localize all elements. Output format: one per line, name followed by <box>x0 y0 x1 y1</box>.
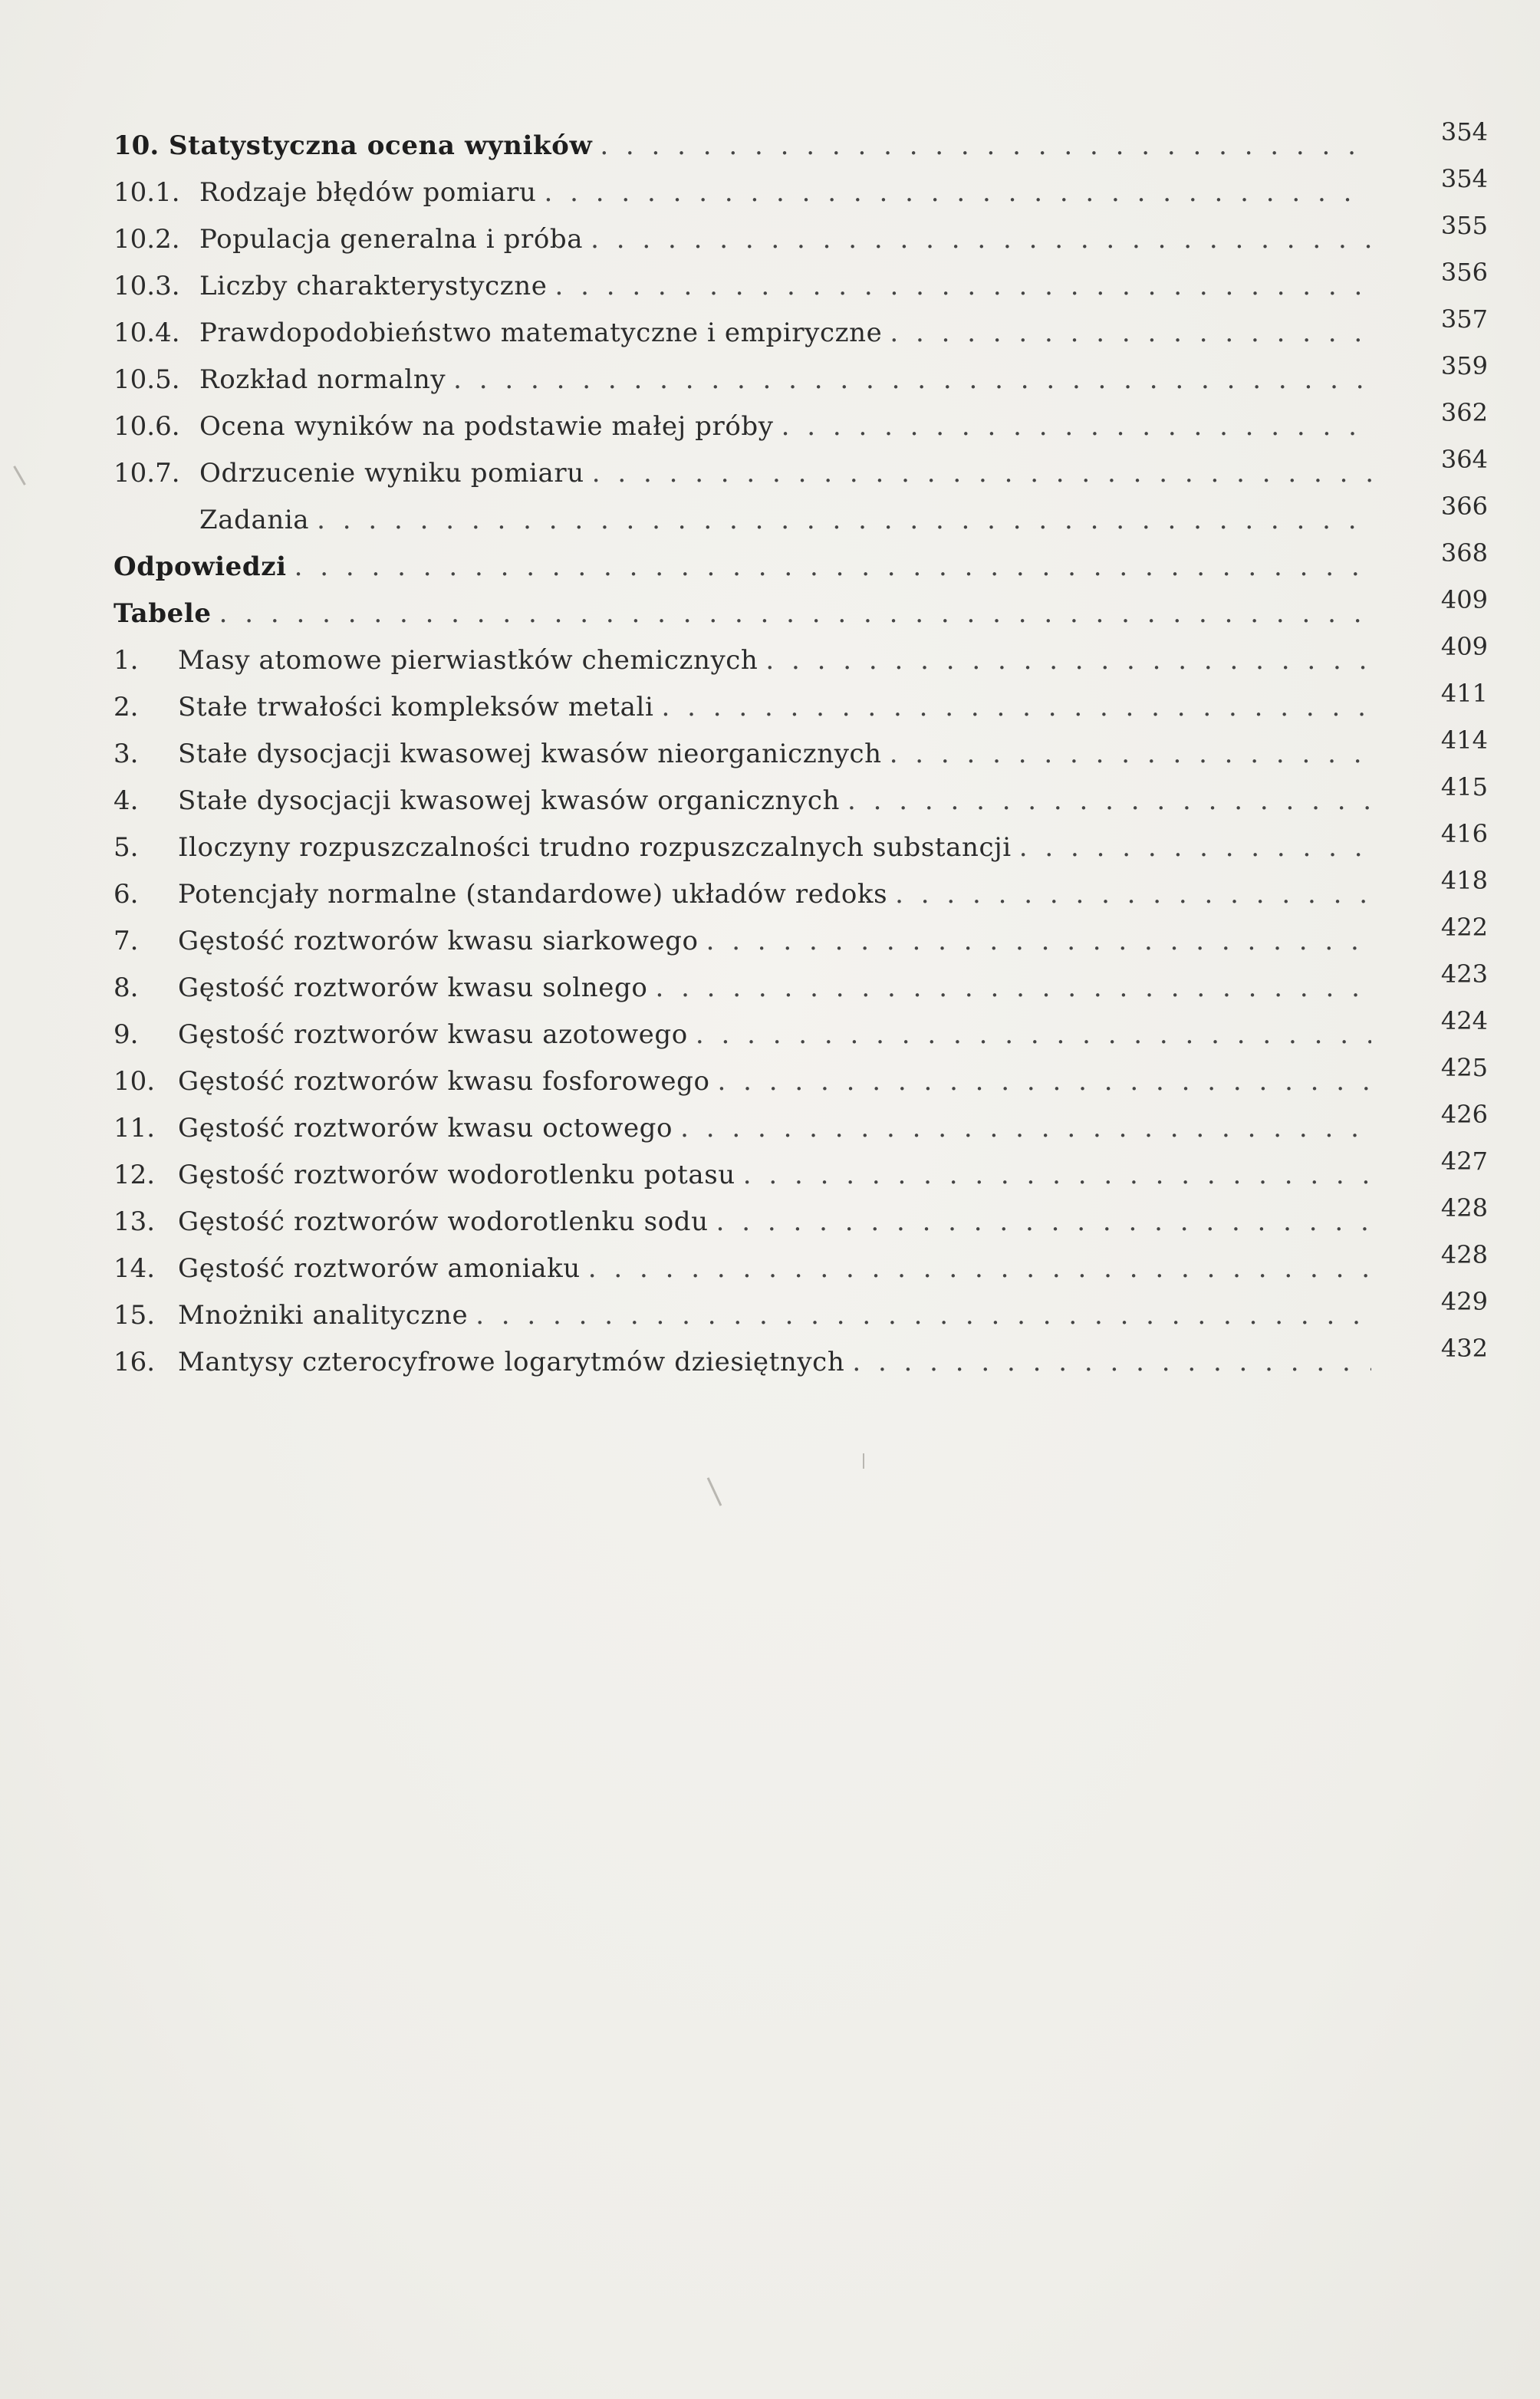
dot-leader <box>212 591 1371 637</box>
entry-page-number: 428 <box>1440 1240 1488 1269</box>
entry-title: Odpowiedzi <box>114 551 287 582</box>
toc-entry-table[interactable] <box>114 772 1488 824</box>
dot-leader <box>840 778 1371 824</box>
toc-entry-table[interactable] <box>114 726 1488 778</box>
paper-speck <box>13 466 26 485</box>
entry-page-number: 409 <box>1440 585 1488 614</box>
toc-entry-odpowiedzi[interactable] <box>114 538 1488 591</box>
dot-leader <box>583 216 1371 263</box>
toc-entry-table[interactable] <box>114 1053 1488 1105</box>
entry-number: 6. <box>114 879 139 910</box>
entry-number: 1. <box>114 645 139 676</box>
entry-number: 10. <box>114 1066 156 1097</box>
toc-entry-section[interactable] <box>114 258 1488 310</box>
entry-page-number: 418 <box>1440 866 1488 895</box>
entry-number: 10.2. <box>114 224 180 255</box>
entry-number: 16. <box>114 1347 156 1377</box>
entry-title: Mantysy czterocyfrowe logarytmów dziesiętnych <box>178 1347 845 1377</box>
dot-leader <box>287 544 1371 591</box>
entry-number: 10.3. <box>114 271 180 301</box>
entry-title: Zadania <box>199 505 310 535</box>
entry-number: 14. <box>114 1253 156 1284</box>
entry-title: Gęstość roztworów wodorotlenku potasu <box>178 1160 735 1190</box>
entry-title: Iloczyny rozpuszczalności trudno rozpuszczalnych substancji <box>178 832 1012 863</box>
dot-leader <box>774 403 1371 450</box>
toc-entry-section[interactable] <box>114 304 1488 357</box>
entry-number: 9. <box>114 1019 139 1050</box>
entry-title: Masy atomowe pierwiastków chemicznych <box>178 645 758 676</box>
entry-number: 13. <box>114 1206 156 1237</box>
toc-entry-table[interactable] <box>114 1287 1488 1339</box>
dot-leader <box>673 1105 1371 1152</box>
entry-title: Gęstość roztworów wodorotlenku sodu <box>178 1206 709 1237</box>
entry-page-number: 359 <box>1440 351 1488 380</box>
entry-page-number: 429 <box>1440 1287 1488 1316</box>
toc-entry-chapter-10[interactable] <box>114 117 1488 169</box>
entry-title: Odrzucenie wyniku pomiaru <box>199 458 584 489</box>
entry-page-number: 354 <box>1440 117 1488 146</box>
toc-entry-section[interactable] <box>114 445 1488 497</box>
entry-number: 15. <box>114 1300 156 1331</box>
entry-page-number: 364 <box>1440 445 1488 474</box>
dot-leader <box>735 1152 1371 1199</box>
entry-page-number: 422 <box>1440 913 1488 942</box>
entry-title: Gęstość roztworów kwasu octowego <box>178 1113 673 1144</box>
entry-number: 2. <box>114 692 139 722</box>
entry-title: Stałe dysocjacji kwasowej kwasów organicznych <box>178 785 840 816</box>
toc-entry-section[interactable] <box>114 398 1488 450</box>
entry-page-number: 425 <box>1440 1053 1488 1082</box>
entry-number: 10.7. <box>114 458 180 489</box>
entry-page-number: 411 <box>1440 679 1488 708</box>
dot-leader <box>581 1246 1371 1292</box>
paper-speck <box>863 1453 864 1469</box>
entry-number: 4. <box>114 785 139 816</box>
entry-page-number: 368 <box>1440 538 1488 568</box>
entry-number: 10.5. <box>114 364 180 395</box>
toc-entry-table[interactable] <box>114 1240 1488 1292</box>
entry-title: Prawdopodobieństwo matematyczne i empiryczne <box>199 318 883 348</box>
entry-page-number: 428 <box>1440 1193 1488 1223</box>
toc-entry-table[interactable] <box>114 632 1488 684</box>
entry-number: 10. <box>114 130 160 161</box>
dot-leader <box>710 1058 1371 1105</box>
entry-number: 11. <box>114 1113 156 1144</box>
entry-title: Rozkład normalny <box>199 364 446 395</box>
entry-title: Ocena wyników na podstawie małej próby <box>199 411 774 442</box>
entry-page-number: 362 <box>1440 398 1488 427</box>
paper-speck <box>707 1477 722 1506</box>
entry-page-number: 355 <box>1440 211 1488 240</box>
toc-entry-tabele[interactable] <box>114 585 1488 637</box>
entry-number: 5. <box>114 832 139 863</box>
toc-entry-table[interactable] <box>114 1147 1488 1199</box>
entry-title: Gęstość roztworów kwasu siarkowego <box>178 926 699 956</box>
toc-entry-table[interactable] <box>114 913 1488 965</box>
entry-number: 8. <box>114 972 139 1003</box>
dot-leader <box>537 169 1371 216</box>
entry-title: Liczby charakterystyczne <box>199 271 548 301</box>
entry-title: Gęstość roztworów kwasu solnego <box>178 972 648 1003</box>
dot-leader <box>1012 824 1371 871</box>
entry-number: 10.1. <box>114 177 180 208</box>
entry-page-number: 366 <box>1440 492 1488 521</box>
entry-number: 3. <box>114 739 139 769</box>
dot-leader <box>647 965 1371 1012</box>
dot-leader <box>592 123 1371 169</box>
toc-entry-table[interactable] <box>114 679 1488 731</box>
entry-page-number: 415 <box>1440 772 1488 801</box>
entry-page-number: 427 <box>1440 1147 1488 1176</box>
entry-page-number: 423 <box>1440 959 1488 989</box>
toc-entry-section[interactable] <box>114 351 1488 403</box>
entry-page-number: 356 <box>1440 258 1488 287</box>
entry-title: Stałe dysocjacji kwasowej kwasów nieorganicznych <box>178 739 882 769</box>
entry-page-number: 432 <box>1440 1334 1488 1363</box>
dot-leader <box>882 310 1371 357</box>
toc-entry-table[interactable] <box>114 1100 1488 1152</box>
entry-page-number: 354 <box>1440 164 1488 193</box>
toc-entry-zadania[interactable] <box>114 492 1488 544</box>
toc-entry-section[interactable] <box>114 164 1488 216</box>
entry-title: Gęstość roztworów kwasu fosforowego <box>178 1066 710 1097</box>
dot-leader <box>653 684 1371 731</box>
dot-leader <box>709 1199 1371 1246</box>
table-of-contents <box>114 117 1488 1386</box>
entry-page-number: 424 <box>1440 1006 1488 1035</box>
toc-entry-table[interactable] <box>114 1193 1488 1246</box>
entry-number: 10.6. <box>114 411 180 442</box>
entry-title: Rodzaje błędów pomiaru <box>199 177 537 208</box>
dot-leader <box>699 918 1371 965</box>
dot-leader <box>688 1012 1371 1058</box>
entry-title: Statystyczna ocena wyników <box>169 130 593 161</box>
entry-page-number: 426 <box>1440 1100 1488 1129</box>
toc-entry-table[interactable] <box>114 1334 1488 1386</box>
toc-entry-table[interactable] <box>114 819 1488 871</box>
entry-page-number: 416 <box>1440 819 1488 848</box>
entry-number: 7. <box>114 926 139 956</box>
toc-entry-section[interactable] <box>114 211 1488 263</box>
entry-number: 12. <box>114 1160 156 1190</box>
entry-title: Gęstość roztworów kwasu azotowego <box>178 1019 688 1050</box>
entry-title: Populacja generalna i próba <box>199 224 584 255</box>
entry-page-number: 357 <box>1440 304 1488 334</box>
dot-leader <box>468 1292 1371 1339</box>
dot-leader <box>547 263 1371 310</box>
dot-leader <box>887 871 1371 918</box>
toc-entry-table[interactable] <box>114 1006 1488 1058</box>
toc-entry-table[interactable] <box>114 866 1488 918</box>
entry-title: Gęstość roztworów amoniaku <box>178 1253 581 1284</box>
entry-number: 10.4. <box>114 318 180 348</box>
entry-title: Mnożniki analityczne <box>178 1300 469 1331</box>
toc-entry-table[interactable] <box>114 959 1488 1012</box>
entry-title: Tabele <box>114 598 212 629</box>
dot-leader <box>446 357 1371 403</box>
entry-page-number: 409 <box>1440 632 1488 661</box>
entry-page-number: 414 <box>1440 726 1488 755</box>
entry-title: Potencjały normalne (standardowe) układów redoks <box>178 879 888 910</box>
dot-leader <box>844 1339 1371 1386</box>
dot-leader <box>309 497 1371 544</box>
dot-leader <box>584 450 1371 497</box>
entry-title: Stałe trwałości kompleksów metali <box>178 692 654 722</box>
dot-leader <box>758 637 1371 684</box>
dot-leader <box>882 731 1371 778</box>
